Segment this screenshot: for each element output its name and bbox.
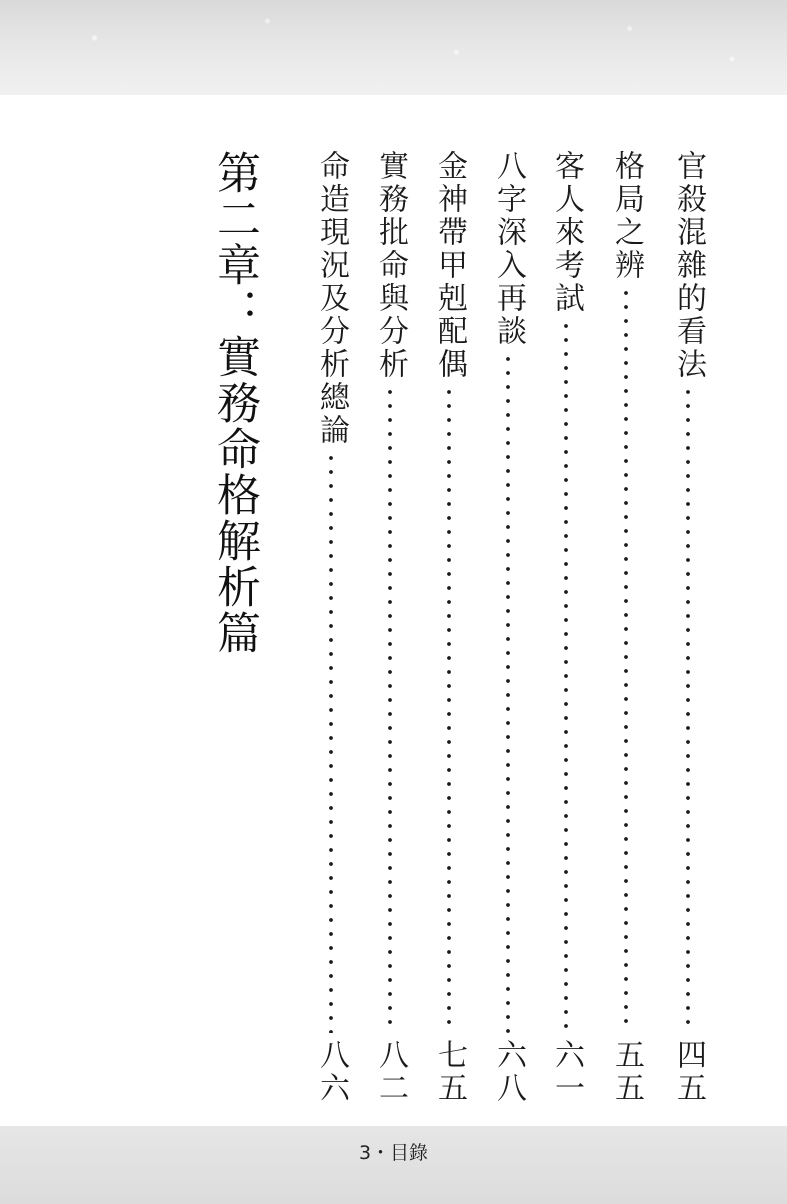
toc-entry-title: 金神帶甲剋配偶 [432,150,467,381]
chapter-heading: 第二章：實務命格解析篇 [209,150,260,656]
toc-entry-page: 六八 [491,1039,526,1105]
toc-entry-title: 格局之辨 [609,150,644,282]
leader-dots [446,385,452,1033]
toc-entry-page: 六一 [549,1039,584,1105]
toc-entry[interactable] [546,150,586,1105]
leader-dots [328,451,334,1033]
leader-dots [623,286,629,1033]
page-footer: 3・目錄 [358,1142,429,1164]
toc-entry[interactable] [429,150,469,1105]
toc-entry-title: 官殺混雜的看法 [671,150,706,381]
header-decoration [0,0,787,95]
toc-entry[interactable] [370,150,410,1105]
toc-entry[interactable] [311,150,351,1105]
toc-entry-title: 實務批命與分析 [373,150,408,381]
leader-dots [387,385,393,1033]
toc-entry-page: 七五 [432,1039,467,1105]
leader-dots [685,385,691,1033]
toc-entry[interactable] [606,150,646,1105]
toc-entry-page: 八二 [373,1039,408,1105]
toc-entry-page: 五五 [609,1039,644,1105]
toc-entry-page: 八六 [314,1039,349,1105]
toc-entry[interactable] [488,150,528,1105]
toc-entry-title: 客人來考試 [549,150,584,315]
toc-entry-title: 命造現況及分析總論 [314,150,349,447]
toc-entry-page: 四五 [671,1039,706,1105]
leader-dots [505,352,511,1033]
toc-entry[interactable] [668,150,708,1105]
leader-dots [563,319,569,1033]
toc-entry-title: 八字深入再談 [491,150,526,348]
